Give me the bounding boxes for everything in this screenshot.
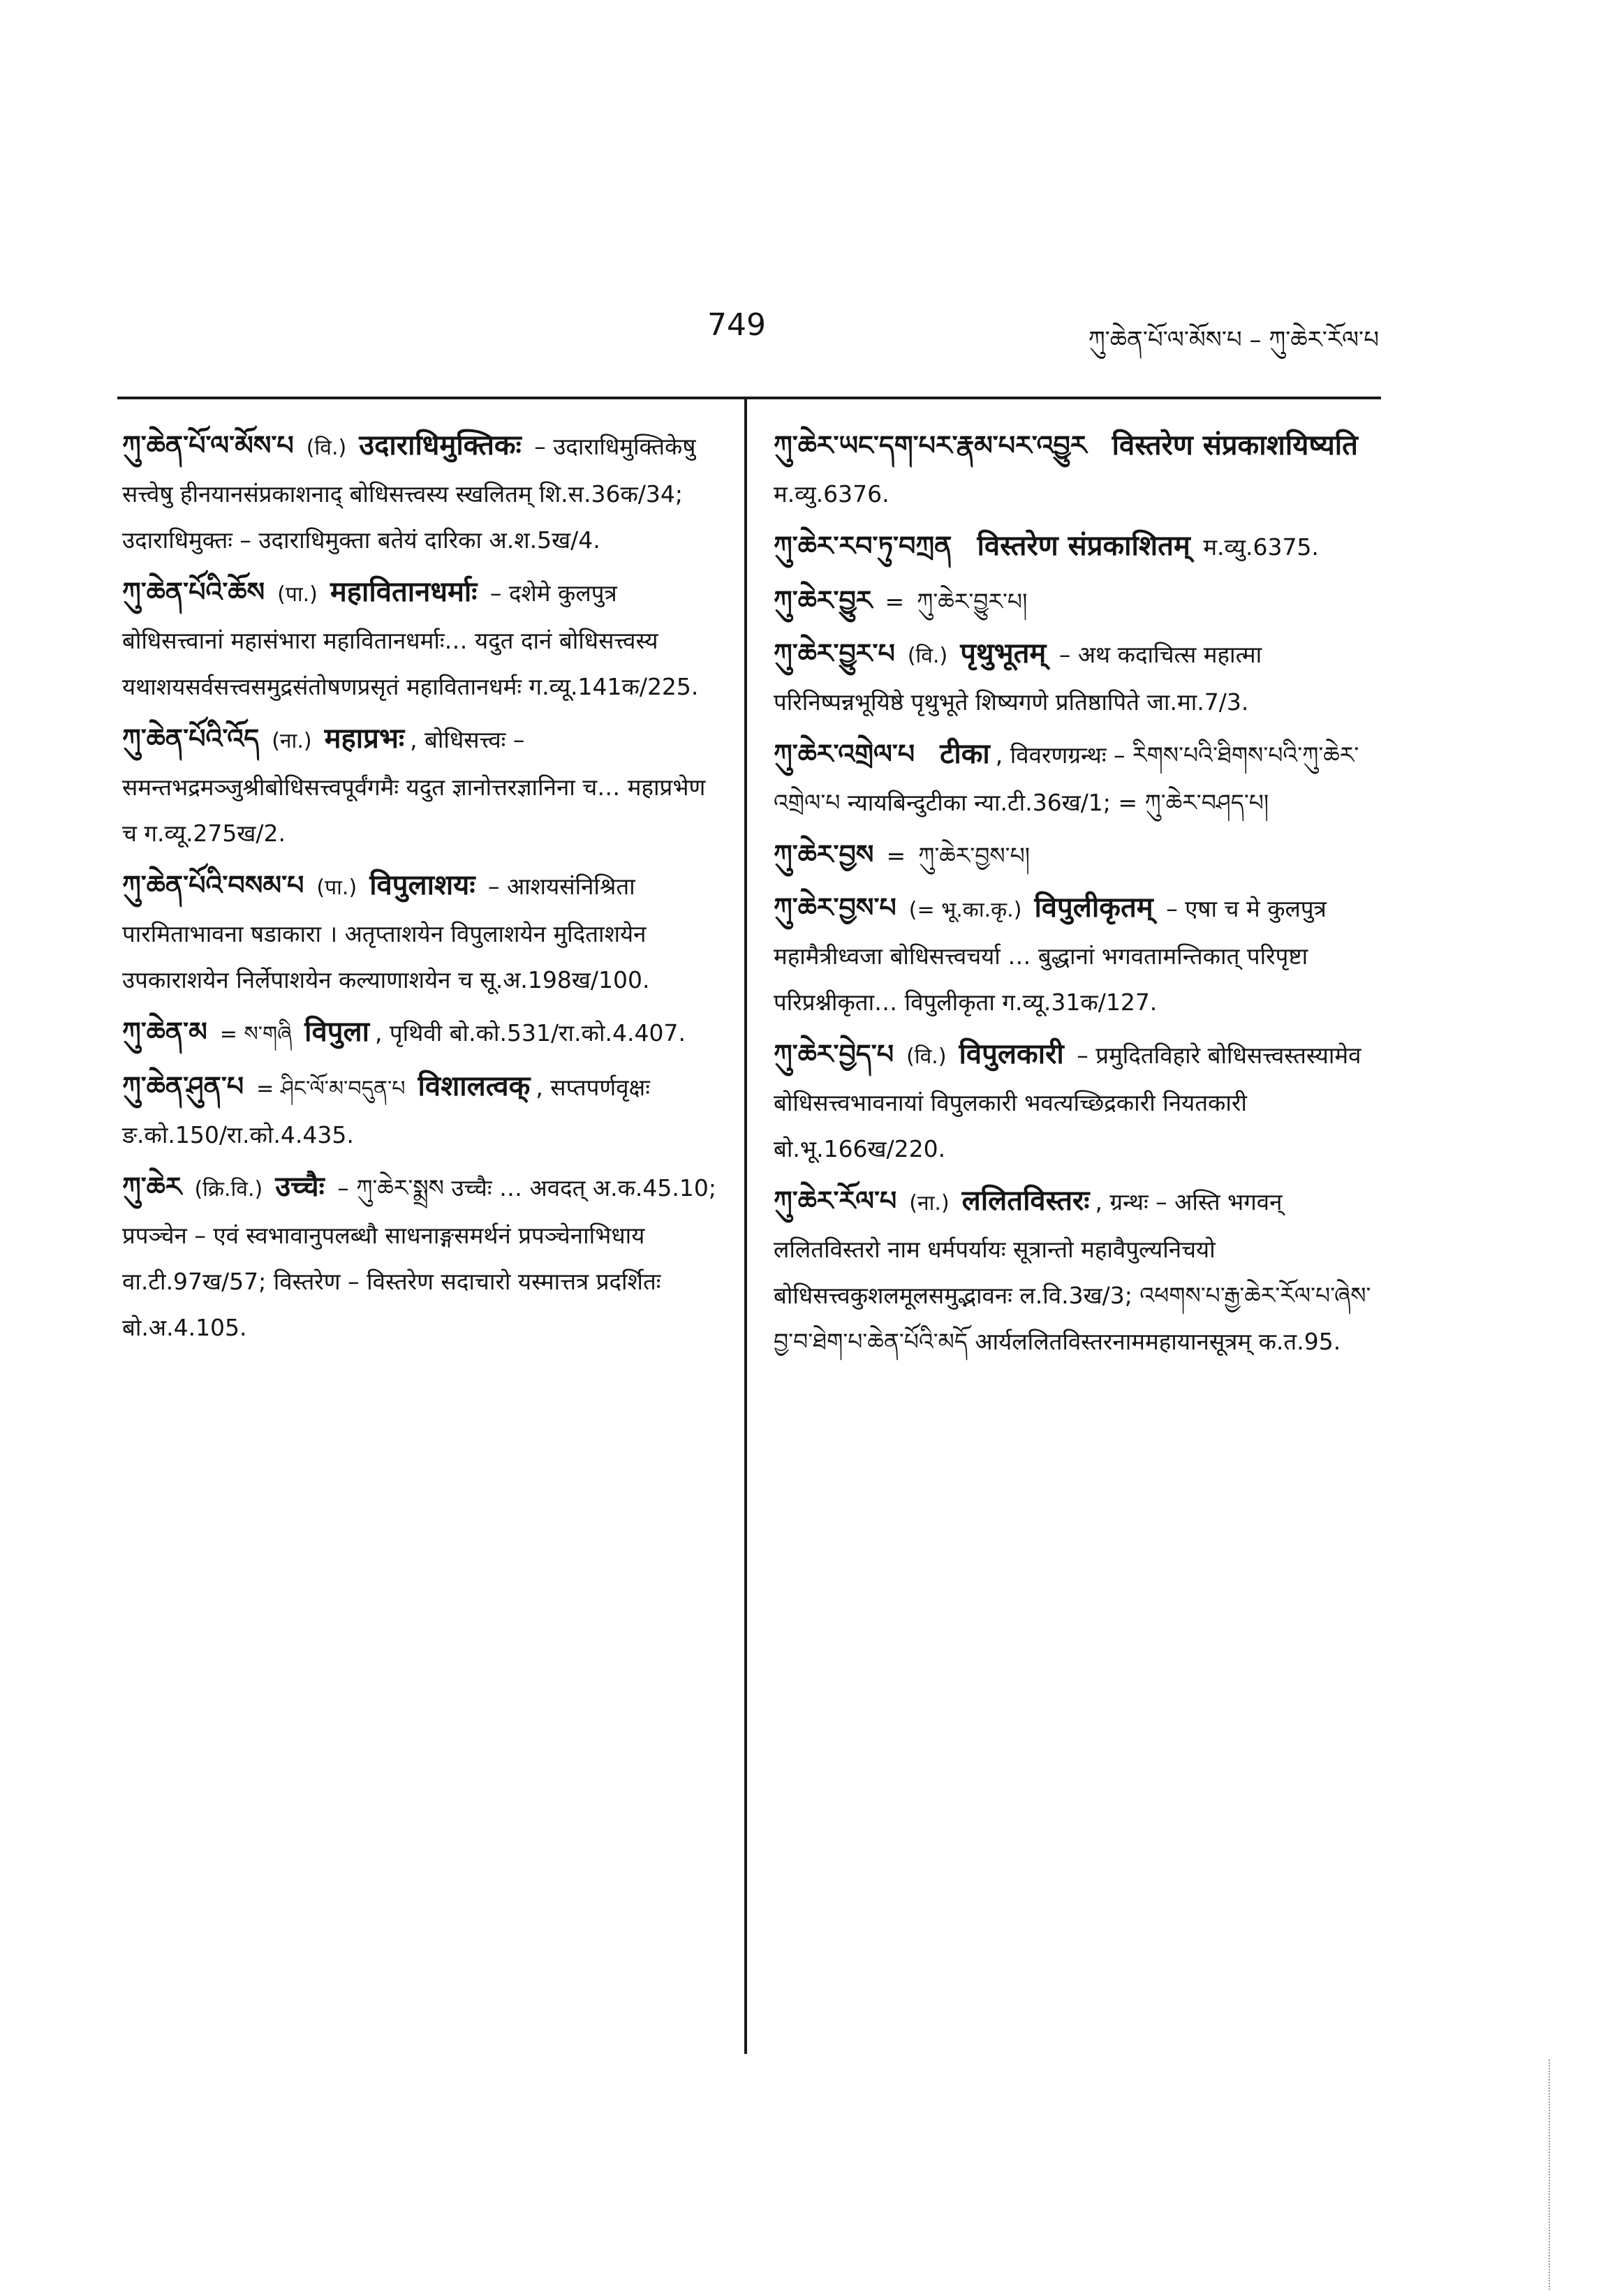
entry-text: , पृथिवी बो.को.531/रा.को.4.407. bbox=[374, 1019, 686, 1047]
equals-sign: = bbox=[886, 842, 906, 869]
entry-text: – प्रमुदितविहारे बोधिसत्त्वस्तस्यामेव बोधिसत्त्वभावनायां विपुलकारी भवत्यच्छिद्रकारी नियतकारी बो.भू.166ख/220. bbox=[774, 1042, 1361, 1162]
grammar-tag: (पा.) bbox=[316, 875, 357, 900]
dictionary-entry bbox=[122, 1009, 723, 1058]
dictionary-entry bbox=[774, 422, 1374, 517]
dictionary-entry bbox=[122, 422, 723, 563]
header-rule bbox=[117, 397, 1381, 399]
margin-mark bbox=[1549, 2060, 1551, 2290]
dictionary-entry bbox=[774, 885, 1374, 1026]
grammar-tag: (ना.) bbox=[272, 729, 312, 753]
entry-text: – अथ कदाचित्स महात्मा परिनिष्पन्नभूयिष्ठे पृथुभूते शिष्यगणे प्रतिष्ठापिते जा.मा.7/3. bbox=[774, 641, 1262, 716]
tibetan-headword: ཀུ་ཆེན་པོའི་ཆོས bbox=[122, 577, 265, 607]
entry-text: , बोधिसत्त्वः – समन्तभद्रमञ्जुश्रीबोधिसत्त्वपूर्वंगमैः यदुत ज्ञानोत्तरज्ञानिना च… महाप्रभेण च ग.व्यू.275ख/2. bbox=[122, 726, 706, 847]
entry-text: , सप्तपर्णवृक्षः ङ.को.150/रा.को.4.435. bbox=[122, 1074, 650, 1148]
entry-text: – उदाराधिमुक्तिकेषु सत्त्वेषु हीनयानसंप्रकाशनाद् बोधिसत्त्वस्य स्खलितम् शि.स.36क/34; उदाराधिमुक्तः – उदाराधिमुक्ता बतेयं दारिका अ.श.5ख/4. bbox=[122, 433, 696, 554]
sanskrit-equivalent: महाप्रभः bbox=[324, 723, 405, 755]
entry-text: , विवरणग्रन्थः – རིགས་པའི་ཐིགས་པའི་ཀུ་ཆེར་འགྲེལ་པ न्यायबिन्दुटीका न्या.टी.36ख/1; = ཀུ་ཆེར་བཤད་པ། bbox=[774, 741, 1359, 816]
grammar-tag: (क्रि.वि.) bbox=[194, 1177, 263, 1202]
entry-text: म.व्यु.6376. bbox=[774, 480, 889, 508]
dictionary-entry bbox=[774, 577, 1374, 625]
grammar-tag: (वि.) bbox=[906, 1044, 947, 1069]
left-column bbox=[122, 422, 723, 1356]
page-header bbox=[122, 307, 1379, 363]
grammar-tag: (= भू.का.कृ.) bbox=[908, 898, 1022, 922]
dictionary-entry bbox=[122, 862, 723, 1003]
grammar-tag: = ས་གཞི bbox=[219, 1022, 293, 1047]
tibetan-headword: ཀུ་ཆེན་པོའི་བསམ་པ bbox=[122, 870, 304, 901]
dictionary-entry bbox=[774, 523, 1374, 572]
tibetan-headword: ཀུ་ཆེར་འགྲེལ་པ bbox=[774, 739, 915, 769]
tibetan-headword: ཀུ་ཆེན་མ bbox=[122, 1016, 207, 1047]
grammar-tag: (वि.) bbox=[306, 436, 347, 460]
running-head: ཀུ་ཆེན་པོ་ལ་མོས་པ – ཀུ་ཆེར་རོལ་པ bbox=[1088, 326, 1379, 354]
entry-text: म.व्यु.6375. bbox=[1203, 533, 1319, 561]
tibetan-headword: ཀུ་ཆེན་པོའི་འོད bbox=[122, 723, 260, 754]
tibetan-headword: ཀུ་ཆེར་བྱུར bbox=[774, 585, 873, 616]
sanskrit-equivalent: टीका bbox=[940, 738, 990, 770]
tibetan-headword: ཀུ་ཆེར་བྱུར་པ bbox=[774, 638, 895, 669]
sanskrit-equivalent: उच्चैः bbox=[275, 1171, 325, 1203]
entry-text: – दशेमे कुलपुत्र बोधिसत्त्वानां महासंभारा महावितानधर्माः… यदुत दानं बोधिसत्त्वस्य यथाशयसर्वसत्त्वसमुद्रसंतोषणप्रसृतं महावितानधर्मः ग.व्यू.141क/225. bbox=[122, 579, 699, 700]
dictionary-entry bbox=[774, 1031, 1374, 1172]
sanskrit-equivalent: उदाराधिमुक्तिकः bbox=[359, 429, 522, 461]
right-column bbox=[774, 422, 1374, 1370]
entry-text: ཀུ་ཆེར་བྱུར་པ། bbox=[917, 588, 1028, 615]
column-divider bbox=[744, 399, 747, 2054]
entry-text: – आशयसंनिश्रिता पारमिताभावना षडाकारा । अतृप्ताशयेन विपुलाशयेन मुदिताशयेन उपकाराशयेन निर्लेपाशयेन कल्याणाशयेन च सू.अ.198ख/100. bbox=[122, 873, 650, 993]
dictionary-entry bbox=[122, 716, 723, 857]
sanskrit-equivalent: विस्तरेण संप्रकाशयिष्यति bbox=[1112, 429, 1358, 461]
grammar-tag: (ना.) bbox=[909, 1191, 950, 1215]
entry-text: – एषा च मे कुलपुत्र महामैत्रीध्वजा बोधिसत्त्वचर्या … बुद्धानां भगवतामन्तिकात् परिपृष्टा परिप्रश्नीकृता… विपुलीकृता ग.व्यू.31क/127. bbox=[774, 895, 1327, 1016]
entry-text: – ཀུ་ཆེར་སྨྲས उच्चैः … अवदत् अ.क.45.10; प्रपञ्चेन – एवं स्वभावानुपलब्धौ साधनाङ्गसमर्थनं प्रपञ्चेनाभिधाय वा.टी.97ख/57; विस्तरेण – विस्तरेण सदाचारो यस्मात्तत्र प्रदर्शितः बो.अ.4.105. bbox=[122, 1174, 717, 1341]
sanskrit-equivalent: विपुलाशयः bbox=[369, 869, 475, 901]
sanskrit-equivalent: पृथुभूतम् bbox=[960, 637, 1047, 670]
sanskrit-equivalent: ललितविस्तरः bbox=[961, 1185, 1090, 1217]
tibetan-headword: ཀུ་ཆེར་བྱས་པ bbox=[774, 892, 896, 923]
tibetan-headword: ཀུ་ཆེར་ཡང་དག་པར་རྣམ་པར་འབྱུར bbox=[774, 430, 1087, 461]
sanskrit-equivalent: विपुला bbox=[304, 1016, 369, 1048]
grammar-tag: (पा.) bbox=[277, 582, 318, 607]
page-number: 749 bbox=[707, 307, 766, 343]
sanskrit-equivalent: विशालत्वक् bbox=[418, 1070, 531, 1102]
tibetan-headword: ཀུ་ཆེར་རོལ་པ bbox=[774, 1185, 897, 1216]
equals-sign: = bbox=[885, 588, 905, 615]
dictionary-entry bbox=[774, 1178, 1374, 1365]
entry-text: , ग्रन्थः – अस्ति भगवन् ललितविस्तरो नाम धर्मपर्यायः सूत्रान्तो महावैपुल्यनिचयो बोधिसत्त्वकुशलमूलसमुद्भावनः ल.वि.3ख/3; འཕགས་པ་རྒྱ་ཆེར་རོལ་པ་ཞེས་བྱ་བ་ཐེག་པ་ཆེན་པོའི་མདོ आर्यललितविस्तरनाममहायानसूत्रम् क.त.95. bbox=[774, 1188, 1371, 1355]
dictionary-entry bbox=[122, 1063, 723, 1158]
tibetan-headword: ཀུ་ཆེན་ཤུན་པ bbox=[122, 1071, 244, 1102]
dictionary-entry bbox=[774, 630, 1374, 725]
dictionary-entry bbox=[122, 569, 723, 710]
sanskrit-equivalent: महावितानधर्माः bbox=[330, 576, 478, 608]
entry-text: ཀུ་ཆེར་བྱས་པ། bbox=[918, 842, 1031, 869]
tibetan-headword: ཀུ་ཆེར་བྱེད་པ bbox=[774, 1039, 894, 1070]
tibetan-headword: ཀུ་ཆེར་བྱས bbox=[774, 839, 874, 870]
grammar-tag: = ཤིང་ལོ་མ་བདུན་པ bbox=[256, 1077, 406, 1101]
dictionary-entry bbox=[122, 1164, 723, 1351]
sanskrit-equivalent: विपुलीकृतम् bbox=[1034, 892, 1153, 924]
tibetan-headword: ཀུ་ཆེར་རབ་ཏུ་བཀྲན bbox=[774, 531, 952, 561]
dictionary-entry bbox=[774, 731, 1374, 826]
grammar-tag: (वि.) bbox=[907, 644, 948, 668]
sanskrit-equivalent: विपुलकारी bbox=[959, 1038, 1064, 1070]
tibetan-headword: ཀུ་ཆེན་པོ་ལ་མོས་པ bbox=[122, 430, 294, 461]
dictionary-entry bbox=[774, 831, 1374, 879]
sanskrit-equivalent: विस्तरेण संप्रकाशितम् bbox=[977, 530, 1190, 562]
tibetan-headword: ཀུ་ཆེར bbox=[122, 1171, 182, 1202]
